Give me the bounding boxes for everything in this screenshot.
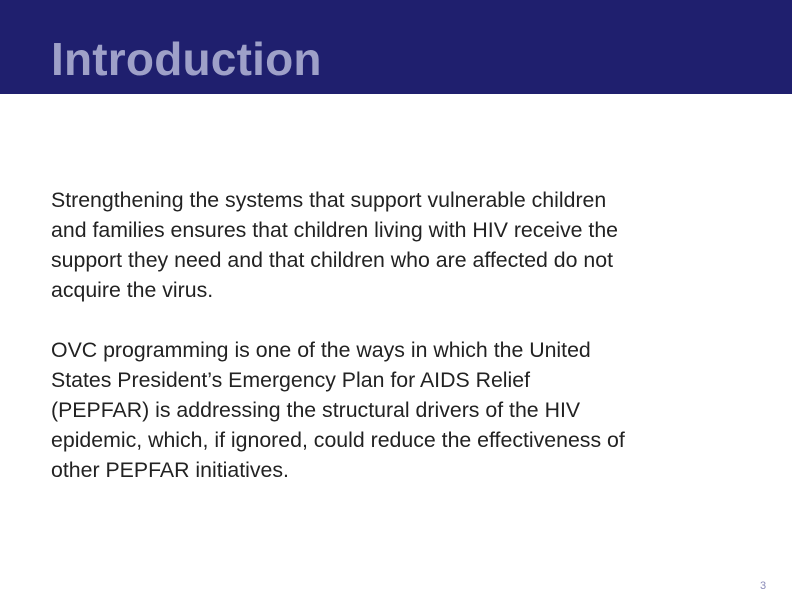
slide-title: Introduction (51, 33, 322, 85)
intro-paragraph: Strengthening the systems that support vulnerable children and families ensures that children living with HIV receive the support they need and that children who are affected do not acquire the virus. (51, 188, 619, 302)
slide-body (51, 185, 751, 515)
pepfar-paragraph: OVC programming is one of the ways in which the United States President’s Emergency Plan for AIDS Relief (PEPFAR) is addressing the structural drivers of the HIV epidemic, which, if ignored, could reduce the effectiveness of other PEPFAR initiatives. (51, 338, 625, 482)
title-bar (0, 0, 792, 94)
page-number: 3 (760, 580, 767, 592)
